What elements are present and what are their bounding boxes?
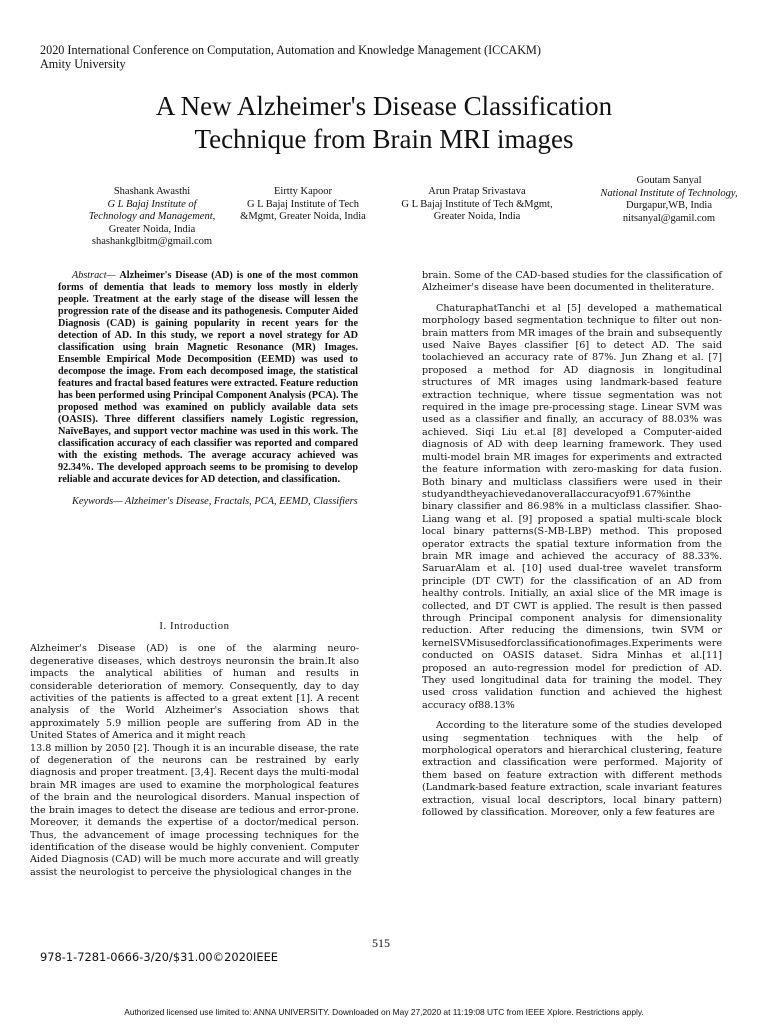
left-column <box>58 270 358 508</box>
intro-paragraph-1: Alzheimer's Disease (AD) is one of the alarming neuro-degenerative diseases, which destroys neuronsin the brain.It also impacts the analytical abilities of human and results in considerable deterioration of memory. Consequently, day to day activities of the patients is affected to a great extent [1]. A recent analysis of the World Alzheimer's Association shows that approximately 5.9 million people are suffering from AD in the United States of America and it might reach <box>30 643 359 742</box>
author-affiliation: National Institute of Technology, <box>600 187 738 199</box>
keywords-label: Keywords— <box>72 496 123 507</box>
intro-paragraph-2: 13.8 million by 2050 [2]. Though it is an incurable disease, the rate of degeneration of the neurons can be restrained by early diagnosis and proper treatment. [3,4]. Recent days the multi-modal brain MR images are used to examine the morphological features of the brain and the neurological disorders. Manual inspection of the brain images to detect the disease are tedious and error-prone. Moreover, it demands the expertise of a doctor/medical person. Thus, the advancement of image processing techniques for the identification of the disease would be highly convenient. Computer Aided Diagnosis (CAD) will be much more accurate and will greatly assist the neurologist to perceive the physiological changes in the <box>30 742 359 878</box>
paper-title <box>0 90 768 156</box>
author-affiliation: G L Bajaj Institute of <box>107 198 197 210</box>
intro-section <box>30 605 359 879</box>
author-name: Arun Pratap Srivastava <box>428 186 526 197</box>
author-location: Greater Noida, India <box>108 223 196 235</box>
body-paragraph: According to the literature some of the studies developed using segmentation techniques with the help of morphological operators and hierarchical clustering, feature extraction and classification were performed. Majority of them based on feature extraction with different methods (Landmark-based feature extraction, scale invariant features extraction, visual local descriptors, local binary pattern) followed by classification. Moreover, only a few features are <box>422 720 722 819</box>
conference-header <box>40 43 541 71</box>
author-name: Shashank Awasthi <box>113 186 191 197</box>
author-block-4 <box>574 175 764 225</box>
section-heading: I. Introduction <box>159 621 230 632</box>
abstract <box>58 270 358 486</box>
right-column <box>422 270 722 819</box>
author-affiliation: G L Bajaj Institute of Tech &Mgmt, <box>401 198 553 210</box>
conference-venue: Amity University <box>40 57 126 71</box>
author-block-2 <box>228 186 378 224</box>
body-paragraph: brain. Some of the CAD-based studies for the classification of Alzheimer's disease have been documented in theliterature. <box>422 270 722 294</box>
title-line-2: Technique from Brain MRI images <box>194 124 574 154</box>
author-block-1 <box>72 186 232 249</box>
author-location: Durgapur,WB, India <box>626 200 712 212</box>
license-footer: Authorized licensed use limited to: ANNA UNIVERSITY. Downloaded on May 27,2020 at 11:19:08 UTC from IEEE Xplore. Restrictions apply. <box>124 1007 644 1017</box>
author-email[interactable]: shashankglbitm@gmail.com <box>91 236 213 248</box>
abstract-label: Abstract— <box>72 270 116 281</box>
isbn-line: 978-1-7281-0666-3/20/$31.00©2020IEEE <box>40 950 279 964</box>
author-affiliation: &Mgmt, Greater Noida, India <box>240 211 366 223</box>
keywords <box>58 496 358 508</box>
author-block-3 <box>382 186 572 224</box>
abstract-text: Alzheimer's Disease (AD) is one of the most common forms of dementia that leads to memory loss mostly in elderly people. Treatment at the early stage of the disease will lessen the progression rate of the disease and its pathogenesis. Computer Aided Diagnosis (CAD) is gaining popularity in recent years for the detection of AD. In this study, we report a novel strategy for AD classification using brain Magnetic Resonance (MR) Images. Ensemble Empirical Mode Decomposition (EEMD) was used to decompose the image. From each decomposed image, the statistical features and fractal based features were extracted. Feature reduction has been performed using Principal Component Analysis (PCA). The proposed method was examined on publicly available data sets (OASIS). Three different classifiers namely Logistic regression, NaïveBayes, and support vector machine was used in this work. The classification accuracy of each classifier was reported and compared with the existing methods. The average accuracy achieved was 92.34%. The developed approach seems to be promising to develop reliable and accurate devices for AD detection, and classification. <box>58 270 358 485</box>
keywords-text: Alzheimer's Disease, Fractals, PCA, EEMD, Classifiers <box>124 496 358 507</box>
author-affiliation: G L Bajaj Institute of Tech <box>246 198 360 210</box>
author-name: Goutam Sanyal <box>636 175 702 186</box>
author-affiliation: Greater Noida, India <box>433 211 521 223</box>
body-paragraph: ChaturaphatTanchi et al [5] developed a mathematical morphology based segmentation technique to filter out non- brain matters from MR images of the brain and subsequently used Naive Bayes classifier [6] to detect AD. The said toolachieved an accuracy rate of 87%. Jun Zhang et al. [7] proposed a method for AD diagnosis in longitudinal structures of MR images using landmark-based feature extraction technique, where tissue segmentation was not required in the image pre-processing stage. Linear SVM was used as a classifier and finally, an accuracy of 88.03% was achieved. Siqi Liu et.al [8] developed a Computer-aided diagnosis of AD with deep learning framework. They used multi-model brain MR images for experiments and extracted the feature information with zero-masking for data fusion. Both binary and multiclass classifiers were used in their studyandtheyachievedanoverallaccuracyof91.67%inthe binary classifier and 86.98% in a multiclass classifier. Shao- Liang wang et al. [9] proposed a spatial multi-scale block local binary patterns(S-MB-LBP) method. This proposed operator extracts the spatial texture information from the brain MR image and achieved the accuracy of 88.33%. SaruarAlam et al. [10] used dual-tree wavelet transform principle (DT CWT) for the classification of an AD from healthy controls. Initially, an axial slice of the MR image is collected, and DT CWT is applied. The result is then passed through Principal component analysis for dimensionality reduction. After reducing the dimensions, twin SVM or kernelSVMisusedforclassificationofimages.Experiments were conducted on OASIS dataset. Sidra Minhas et al.[11] proposed an auto-regression model for prediction of AD. They used longitudinal data for training the model. They used cross validation function and achieved the highest accuracy of88.13% <box>422 302 722 711</box>
author-affiliation: Technology and Management, <box>88 211 216 223</box>
author-email[interactable]: nitsanyal@gamil.com <box>622 212 716 224</box>
title-line-1: A New Alzheimer's Disease Classification <box>155 91 613 121</box>
page-number: 515 <box>372 936 390 950</box>
author-name: Eirtty Kapoor <box>273 186 333 197</box>
conference-name: 2020 International Conference on Computation, Automation and Knowledge Management (ICCAKM) <box>40 43 541 57</box>
